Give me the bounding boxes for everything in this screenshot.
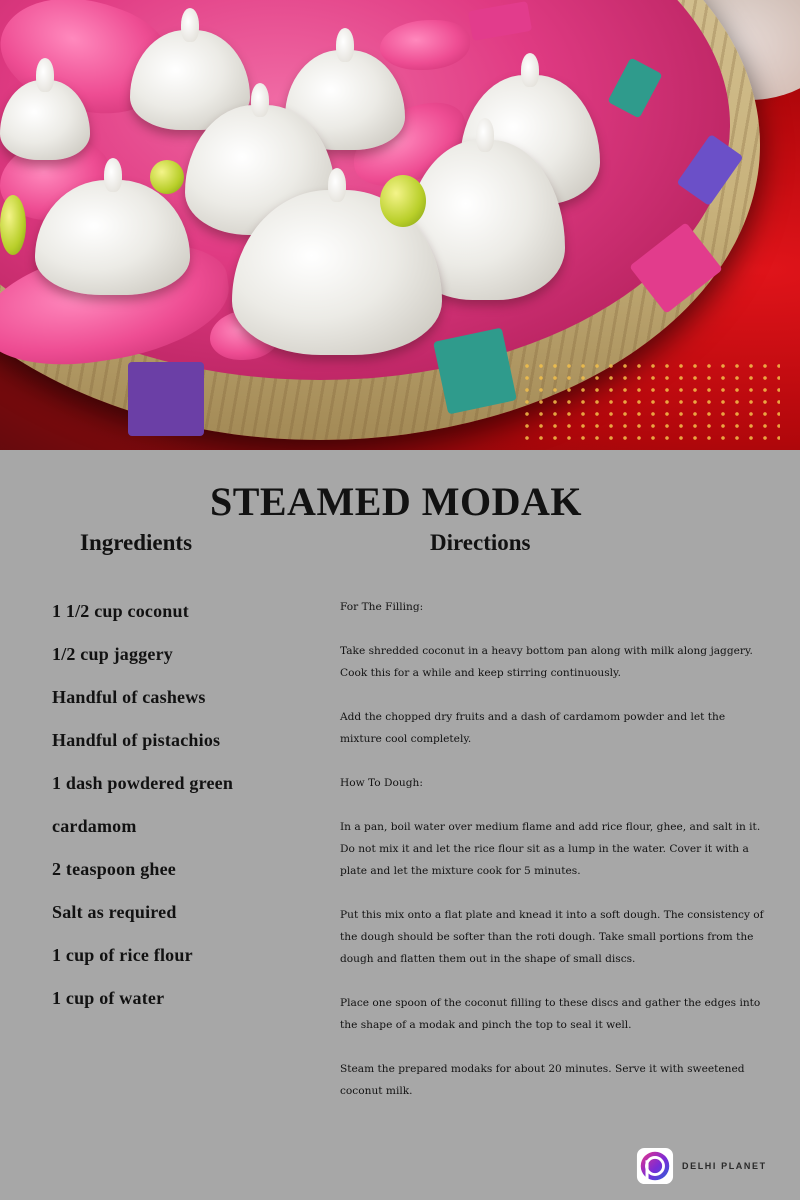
- ingredient-item: cardamom: [52, 816, 137, 836]
- ingredient-item: Salt as required: [52, 902, 177, 922]
- directions-heading: Directions: [430, 530, 531, 555]
- directions-subheading: For The Filling:: [340, 601, 424, 613]
- ingredient-item: 1 dash powdered green: [52, 773, 234, 793]
- direction-step: Place one spoon of the coconut filling to these discs and gather the edges into the shape of a modak and pinch the top to seal it well.: [340, 997, 761, 1031]
- ingredients-list: [52, 598, 332, 1028]
- ingredient-item: 1 cup of water: [52, 988, 165, 1008]
- ingredient-item: 1 cup of rice flour: [52, 945, 193, 965]
- sequin-cloth: [520, 360, 780, 440]
- ingredient-item: 1 1/2 cup coconut: [52, 601, 189, 621]
- ingredient-item: Handful of pistachios: [52, 730, 221, 750]
- ingredient-item: 2 teaspoon ghee: [52, 859, 176, 879]
- recipe-title: STEAMED MODAK: [209, 479, 583, 524]
- pistachio: [150, 160, 184, 194]
- ingredient-item: 1/2 cup jaggery: [52, 644, 173, 664]
- pistachio: [380, 175, 426, 227]
- hero-photo: [0, 0, 800, 450]
- basket-band: [433, 328, 517, 415]
- pistachio: [0, 195, 26, 255]
- basket-band: [128, 362, 204, 436]
- directions-subheading: How To Dough:: [340, 777, 423, 789]
- brand-logo[interactable]: [636, 1147, 767, 1185]
- direction-step: Take shredded coconut in a heavy bottom pan along with milk along jaggery. Cook this for a while and keep stirring continuously.: [340, 645, 753, 679]
- directions-text: [340, 596, 770, 1124]
- brand-name: DELHI PLANET: [682, 1161, 767, 1171]
- direction-step: Add the chopped dry fruits and a dash of cardamom powder and let the mixture cool completely.: [340, 711, 726, 745]
- ingredient-item: Handful of cashews: [52, 687, 206, 707]
- delhi-planet-logo-icon: [636, 1147, 674, 1185]
- direction-step: Put this mix onto a flat plate and knead it into a soft dough. The consistency of the dough should be softer than the roti dough. Take small portions from the dough and flatten them out in the shape of small discs.: [340, 909, 764, 965]
- ingredients-heading: Ingredients: [80, 530, 193, 555]
- direction-step: In a pan, boil water over medium flame and add rice flour, ghee, and salt in it. Do not mix it and let the rice flour sit as a lump in the water. Cover it with a plate and let the mixture cook for 5 minutes.: [340, 821, 761, 877]
- direction-step: Steam the prepared modaks for about 20 minutes. Serve it with sweetened coconut milk.: [340, 1063, 745, 1097]
